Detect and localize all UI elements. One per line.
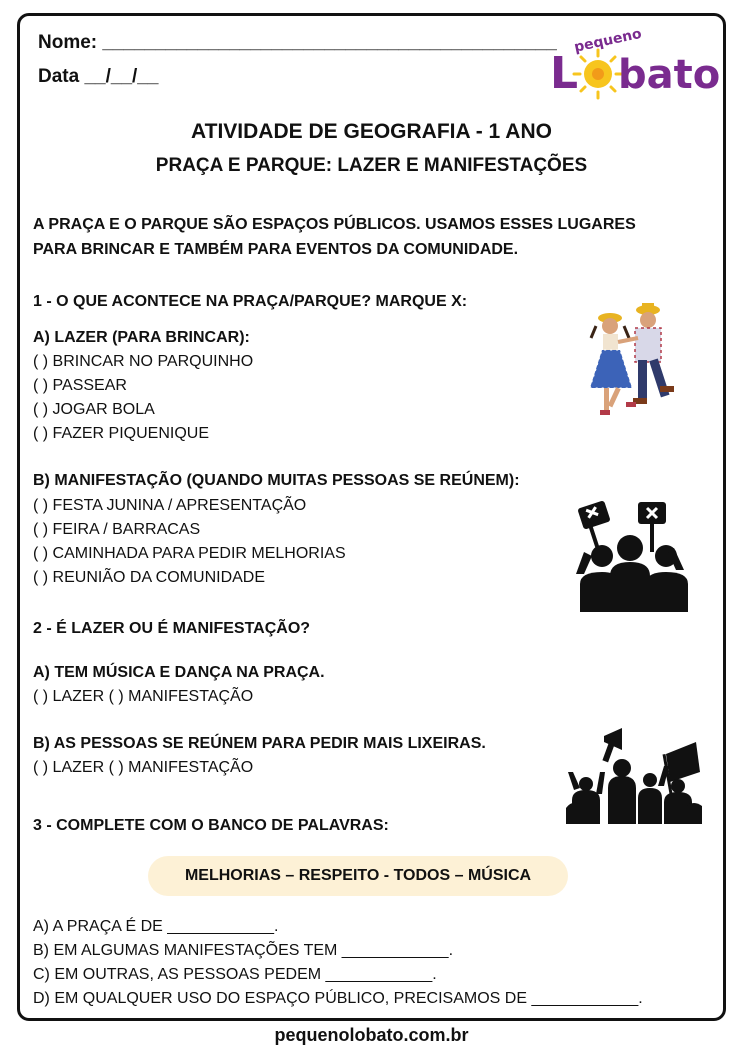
logo-main-suffix: bato (618, 52, 721, 98)
dancing-couple-illustration (582, 302, 674, 432)
q1-b-item: ( ) REUNIÃO DA COMUNIDADE (33, 569, 266, 586)
q1-a-heading: A) LAZER (PARA BRINCAR): (33, 329, 250, 346)
q1-a-item: ( ) FAZER PIQUENIQUE (33, 425, 210, 442)
sun-icon (574, 50, 622, 98)
q3-item: C) EM OUTRAS, AS PESSOAS PEDEM ____________. (33, 966, 437, 983)
page-title: ATIVIDADE DE GEOGRAFIA - 1 ANO (191, 120, 552, 143)
q1-b-item: ( ) FEIRA / BARRACAS (33, 521, 201, 538)
logo-graphic (548, 26, 724, 106)
q3-item: B) EM ALGUMAS MANIFESTAÇÕES TEM ____________. (33, 942, 454, 959)
intro-line-2: PARA BRINCAR E TAMBÉM PARA EVENTOS DA COMUNIDADE. (33, 241, 519, 258)
word-bank: MELHORIAS – RESPEITO - TODOS – MÚSICA (148, 856, 568, 896)
date-field-label: Data __/__/__ (38, 66, 159, 87)
crowd-silhouette-icon (566, 724, 702, 824)
q1-b-item: ( ) CAMINHADA PARA PEDIR MELHORIAS (33, 545, 346, 562)
question-1-heading: 1 - O QUE ACONTECE NA PRAÇA/PARQUE? MARQUE X: (33, 293, 468, 310)
footer-website: pequenolobato.com.br (274, 1025, 469, 1045)
q2-a-heading: A) TEM MÚSICA E DANÇA NA PRAÇA. (33, 664, 325, 681)
q2-b-options: ( ) LAZER ( ) MANIFESTAÇÃO (33, 759, 254, 776)
name-field-label: Nome: ___________________________________________ (38, 32, 557, 53)
q1-a-item: ( ) PASSEAR (33, 377, 127, 394)
q2-a-options: ( ) LAZER ( ) MANIFESTAÇÃO (33, 688, 254, 705)
logo-top-word: pequeno (572, 26, 644, 56)
q1-a-item: ( ) JOGAR BOLA (33, 401, 155, 418)
logo-main-prefix: L (550, 48, 579, 99)
protest-group-icon (566, 498, 700, 612)
q2-b-heading: B) AS PESSOAS SE REÚNEM PARA PEDIR MAIS LIXEIRAS. (33, 735, 486, 752)
page-subtitle: PRAÇA E PARQUE: LAZER E MANIFESTAÇÕES (155, 155, 588, 176)
question-2-heading: 2 - É LAZER OU É MANIFESTAÇÃO? (33, 620, 311, 637)
q3-item: D) EM QUALQUER USO DO ESPAÇO PÚBLICO, PRECISAMOS DE ____________. (33, 990, 643, 1007)
question-3-heading: 3 - COMPLETE COM O BANCO DE PALAVRAS: (33, 817, 389, 834)
q1-a-item: ( ) BRINCAR NO PARQUINHO (33, 353, 254, 370)
intro-line-1: A PRAÇA E O PARQUE SÃO ESPAÇOS PÚBLICOS. USAMOS ESSES LUGARES (33, 216, 636, 233)
q1-b-heading: B) MANIFESTAÇÃO (QUANDO MUITAS PESSOAS SE REÚNEM): (33, 472, 520, 489)
pequeno-lobato-logo (548, 26, 724, 106)
q3-item: A) A PRAÇA É DE ____________. (33, 918, 279, 935)
q1-b-item: ( ) FESTA JUNINA / APRESENTAÇÃO (33, 497, 307, 514)
